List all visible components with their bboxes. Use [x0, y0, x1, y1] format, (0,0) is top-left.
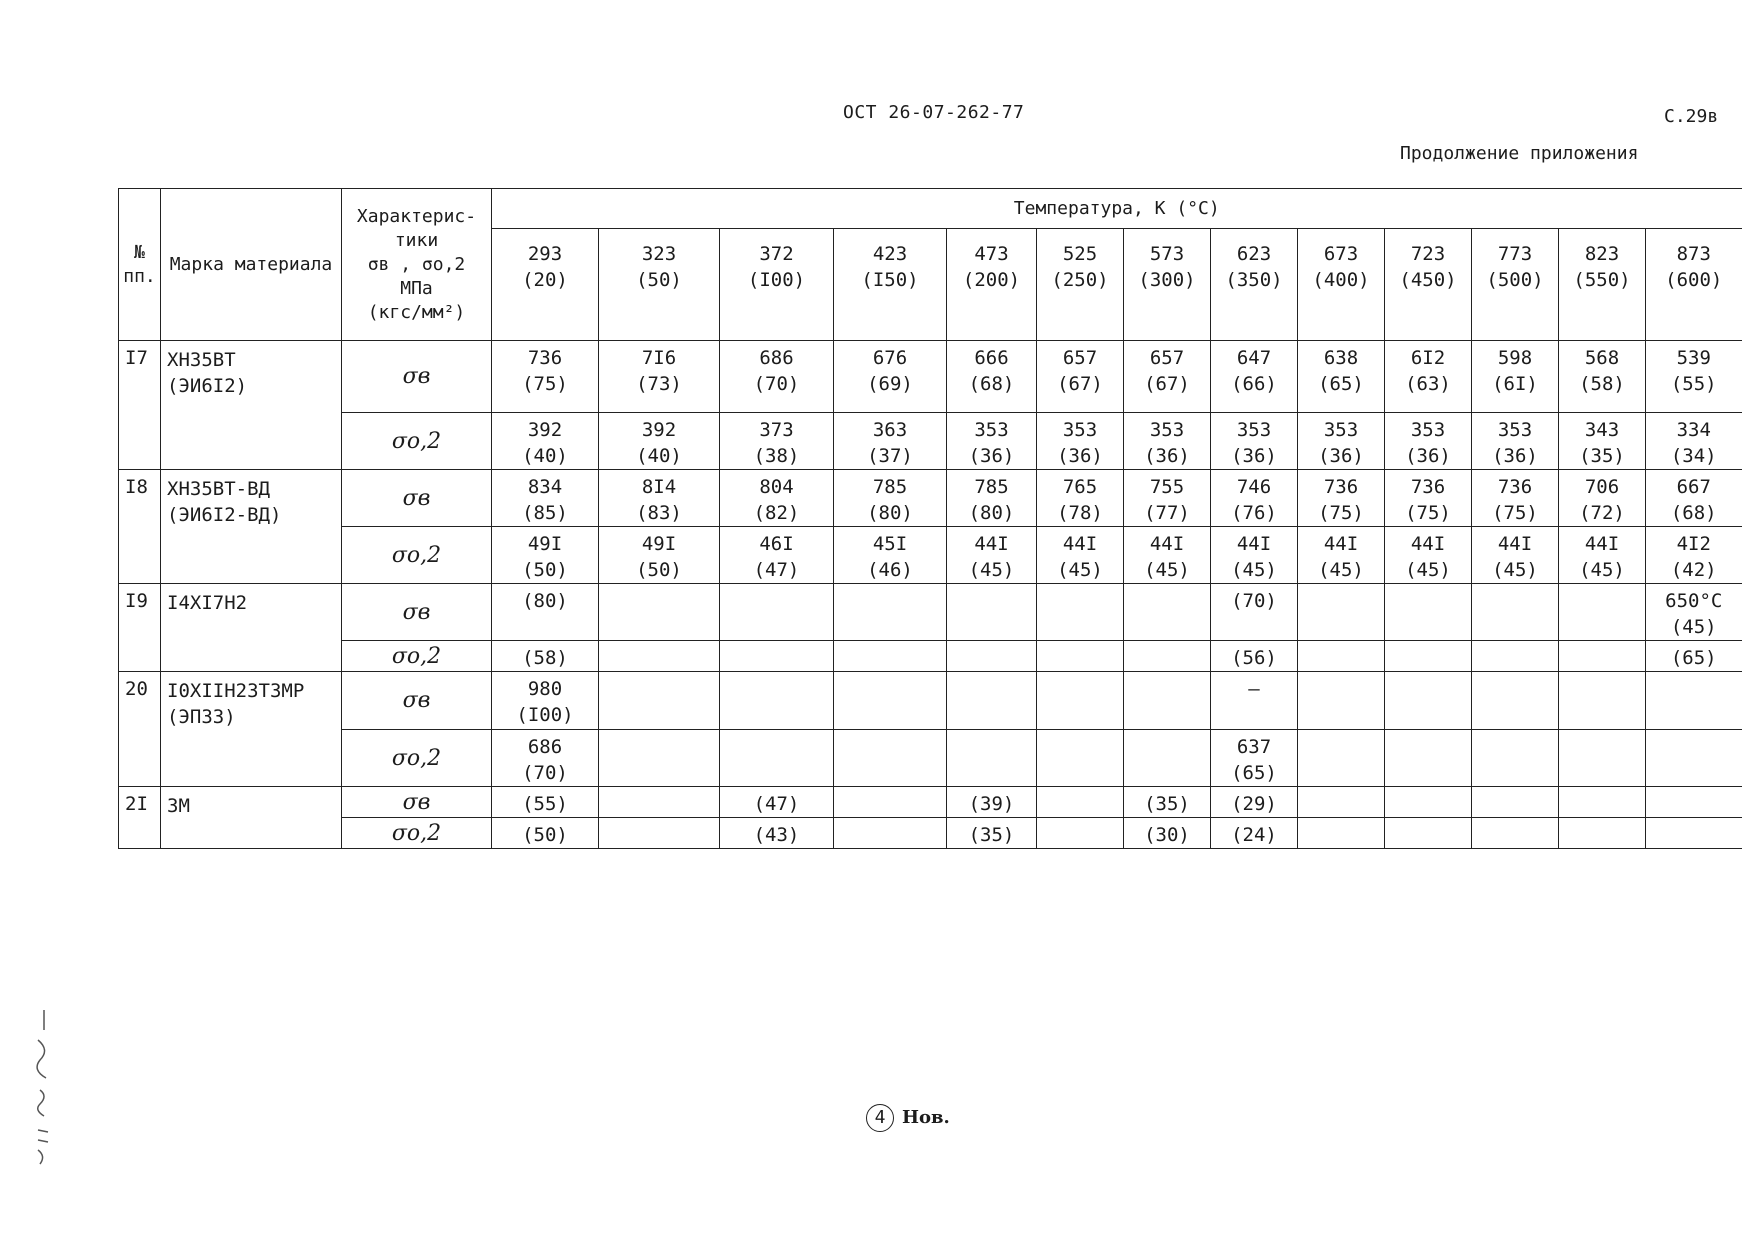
value-cell: 6I2 (63)	[1385, 341, 1472, 413]
value-cell: 44I (45)	[947, 527, 1037, 584]
temperature-column-header: 823 (550)	[1559, 229, 1646, 341]
temperature-column-header: 423 (I50)	[834, 229, 947, 341]
value-cell	[1124, 641, 1211, 672]
value-cell: 363 (37)	[834, 413, 947, 470]
temperature-column-header: 525 (250)	[1037, 229, 1124, 341]
value-cell	[1298, 818, 1385, 849]
value-cell	[599, 672, 720, 730]
value-cell: 44I (45)	[1211, 527, 1298, 584]
revision-number: 4	[866, 1104, 894, 1132]
value-cell: (35)	[947, 818, 1037, 849]
temperature-column-header: 372 (I00)	[720, 229, 834, 341]
value-cell: (50)	[492, 818, 599, 849]
value-cell	[599, 584, 720, 641]
value-cell: 706 (72)	[1559, 470, 1646, 527]
header-characteristics: Характерис- тики σв , σо,2 МПа (кгс/мм²)	[342, 189, 492, 341]
value-cell	[1298, 787, 1385, 818]
value-cell: 647 (66)	[1211, 341, 1298, 413]
value-cell	[834, 672, 947, 730]
value-cell: 45I (46)	[834, 527, 947, 584]
value-cell: 49I (50)	[492, 527, 599, 584]
value-cell: 353 (36)	[1211, 413, 1298, 470]
value-cell: (58)	[492, 641, 599, 672]
value-cell: (29)	[1211, 787, 1298, 818]
value-cell: (30)	[1124, 818, 1211, 849]
value-cell	[947, 730, 1037, 787]
value-cell	[834, 584, 947, 641]
value-cell	[834, 641, 947, 672]
characteristic-tensile-strength: σв	[342, 787, 492, 818]
value-cell: 657 (67)	[1037, 341, 1124, 413]
temperature-column-header: 723 (450)	[1385, 229, 1472, 341]
value-cell	[1559, 584, 1646, 641]
value-cell: 392 (40)	[492, 413, 599, 470]
value-cell	[947, 672, 1037, 730]
value-cell: (47)	[720, 787, 834, 818]
document-code: ОСТ 26-07-262-77	[843, 102, 1025, 123]
value-cell	[834, 787, 947, 818]
value-cell: 353 (36)	[1472, 413, 1559, 470]
row-number: I8	[119, 470, 161, 584]
value-cell: 44I (45)	[1037, 527, 1124, 584]
value-cell: (65)	[1646, 641, 1742, 672]
material-grade: I4ХI7Н2	[161, 584, 342, 672]
characteristic-tensile-strength: σв	[342, 672, 492, 730]
value-cell: (55)	[492, 787, 599, 818]
header-temperature: Температура, К (°С)	[492, 189, 1742, 229]
characteristic-yield-strength: σо,2	[342, 527, 492, 584]
value-cell	[599, 787, 720, 818]
value-cell	[1385, 641, 1472, 672]
value-cell	[1124, 584, 1211, 641]
properties-table	[118, 188, 1742, 849]
value-cell	[1472, 672, 1559, 730]
value-cell: 650°С (45)	[1646, 584, 1742, 641]
value-cell: 44I (45)	[1124, 527, 1211, 584]
value-cell	[1037, 787, 1124, 818]
value-cell: 353 (36)	[947, 413, 1037, 470]
continuation-note: Продолжение приложения	[1400, 143, 1639, 164]
value-cell: 8I4 (83)	[599, 470, 720, 527]
value-cell: 736 (75)	[1298, 470, 1385, 527]
value-cell	[1124, 672, 1211, 730]
value-cell: 667 (68)	[1646, 470, 1742, 527]
value-cell: 334 (34)	[1646, 413, 1742, 470]
value-cell: 343 (35)	[1559, 413, 1646, 470]
header-material: Марка материала	[161, 189, 342, 341]
value-cell: 834 (85)	[492, 470, 599, 527]
value-cell	[1385, 584, 1472, 641]
value-cell	[1298, 730, 1385, 787]
header-number: № пп.	[119, 189, 161, 341]
value-cell	[720, 730, 834, 787]
value-cell: 44I (45)	[1298, 527, 1385, 584]
value-cell	[834, 818, 947, 849]
material-grade: I0ХIIН23Т3МР (ЭП33)	[161, 672, 342, 787]
value-cell: (80)	[492, 584, 599, 641]
value-cell: 353 (36)	[1385, 413, 1472, 470]
value-cell	[599, 730, 720, 787]
value-cell: (35)	[1124, 787, 1211, 818]
value-cell	[1559, 641, 1646, 672]
value-cell: 785 (80)	[834, 470, 947, 527]
value-cell: (56)	[1211, 641, 1298, 672]
value-cell	[1559, 672, 1646, 730]
table-row	[119, 787, 1742, 818]
table-row	[119, 818, 1742, 849]
temperature-column-header: 293 (20)	[492, 229, 599, 341]
value-cell	[1385, 787, 1472, 818]
value-cell	[1472, 787, 1559, 818]
value-cell: 353 (36)	[1124, 413, 1211, 470]
material-grade: 3М	[161, 787, 342, 849]
value-cell	[1646, 787, 1742, 818]
value-cell: 4I2 (42)	[1646, 527, 1742, 584]
value-cell	[1559, 730, 1646, 787]
table-row	[119, 527, 1742, 584]
value-cell: 666 (68)	[947, 341, 1037, 413]
value-cell	[1037, 730, 1124, 787]
value-cell: 785 (80)	[947, 470, 1037, 527]
revision-mark	[866, 1104, 950, 1132]
row-number: I7	[119, 341, 161, 470]
row-number: 2I	[119, 787, 161, 849]
value-cell: 44I (45)	[1385, 527, 1472, 584]
value-cell	[1037, 641, 1124, 672]
value-cell: 46I (47)	[720, 527, 834, 584]
value-cell	[599, 818, 720, 849]
value-cell	[1472, 730, 1559, 787]
value-cell: 392 (40)	[599, 413, 720, 470]
value-cell	[1472, 641, 1559, 672]
table-row	[119, 641, 1742, 672]
value-cell	[1298, 641, 1385, 672]
value-cell	[1124, 730, 1211, 787]
table-row	[119, 672, 1742, 730]
table-row	[119, 413, 1742, 470]
characteristic-tensile-strength: σв	[342, 584, 492, 641]
value-cell	[1472, 818, 1559, 849]
characteristic-yield-strength: σо,2	[342, 818, 492, 849]
material-grade: ХН35ВТ-ВД (ЭИ6I2-ВД)	[161, 470, 342, 584]
value-cell: –	[1211, 672, 1298, 730]
value-cell: 736 (75)	[1472, 470, 1559, 527]
value-cell: 49I (50)	[599, 527, 720, 584]
characteristic-tensile-strength: σв	[342, 470, 492, 527]
value-cell: 804 (82)	[720, 470, 834, 527]
value-cell	[1385, 730, 1472, 787]
value-cell: (43)	[720, 818, 834, 849]
row-number: I9	[119, 584, 161, 672]
temperature-column-header: 623 (350)	[1211, 229, 1298, 341]
value-cell: 755 (77)	[1124, 470, 1211, 527]
temperature-column-header: 323 (50)	[599, 229, 720, 341]
characteristic-yield-strength: σо,2	[342, 730, 492, 787]
value-cell: 568 (58)	[1559, 341, 1646, 413]
table-row	[119, 584, 1742, 641]
value-cell: (39)	[947, 787, 1037, 818]
value-cell: 373 (38)	[720, 413, 834, 470]
value-cell: 686 (70)	[492, 730, 599, 787]
value-cell: 657 (67)	[1124, 341, 1211, 413]
value-cell: 7I6 (73)	[599, 341, 720, 413]
value-cell	[1472, 584, 1559, 641]
handwritten-signature	[20, 1000, 60, 1170]
value-cell: 746 (76)	[1211, 470, 1298, 527]
table-row	[119, 730, 1742, 787]
characteristic-tensile-strength: σв	[342, 341, 492, 413]
value-cell: 980 (I00)	[492, 672, 599, 730]
temperature-column-header: 773 (500)	[1472, 229, 1559, 341]
value-cell: 765 (78)	[1037, 470, 1124, 527]
row-number: 20	[119, 672, 161, 787]
value-cell: 686 (70)	[720, 341, 834, 413]
value-cell: 598 (6I)	[1472, 341, 1559, 413]
value-cell	[599, 641, 720, 672]
value-cell	[834, 730, 947, 787]
value-cell	[1037, 818, 1124, 849]
value-cell: 353 (36)	[1298, 413, 1385, 470]
table-row	[119, 341, 1742, 413]
characteristic-yield-strength: σо,2	[342, 641, 492, 672]
value-cell: 44I (45)	[1559, 527, 1646, 584]
value-cell	[1298, 672, 1385, 730]
value-cell	[1646, 672, 1742, 730]
value-cell	[1559, 787, 1646, 818]
value-cell	[1037, 584, 1124, 641]
value-cell	[720, 672, 834, 730]
value-cell	[1298, 584, 1385, 641]
value-cell: 638 (65)	[1298, 341, 1385, 413]
value-cell: 539 (55)	[1646, 341, 1742, 413]
value-cell: (24)	[1211, 818, 1298, 849]
value-cell: (70)	[1211, 584, 1298, 641]
value-cell: 353 (36)	[1037, 413, 1124, 470]
temperature-column-header: 873 (600)	[1646, 229, 1742, 341]
value-cell: 637 (65)	[1211, 730, 1298, 787]
value-cell	[1646, 818, 1742, 849]
material-grade: ХН35ВТ (ЭИ6I2)	[161, 341, 342, 470]
value-cell: 736 (75)	[1385, 470, 1472, 527]
value-cell: 676 (69)	[834, 341, 947, 413]
temperature-column-header: 673 (400)	[1298, 229, 1385, 341]
value-cell	[947, 641, 1037, 672]
revision-label: Нов.	[902, 1107, 950, 1128]
value-cell	[720, 584, 834, 641]
page-number: С.29в	[1664, 106, 1719, 127]
value-cell	[947, 584, 1037, 641]
table-row	[119, 470, 1742, 527]
value-cell: 736 (75)	[492, 341, 599, 413]
value-cell	[1385, 818, 1472, 849]
value-cell	[1559, 818, 1646, 849]
value-cell	[1037, 672, 1124, 730]
characteristic-yield-strength: σо,2	[342, 413, 492, 470]
value-cell	[1646, 730, 1742, 787]
temperature-column-header: 573 (300)	[1124, 229, 1211, 341]
value-cell	[720, 641, 834, 672]
value-cell	[1385, 672, 1472, 730]
temperature-column-header: 473 (200)	[947, 229, 1037, 341]
value-cell: 44I (45)	[1472, 527, 1559, 584]
